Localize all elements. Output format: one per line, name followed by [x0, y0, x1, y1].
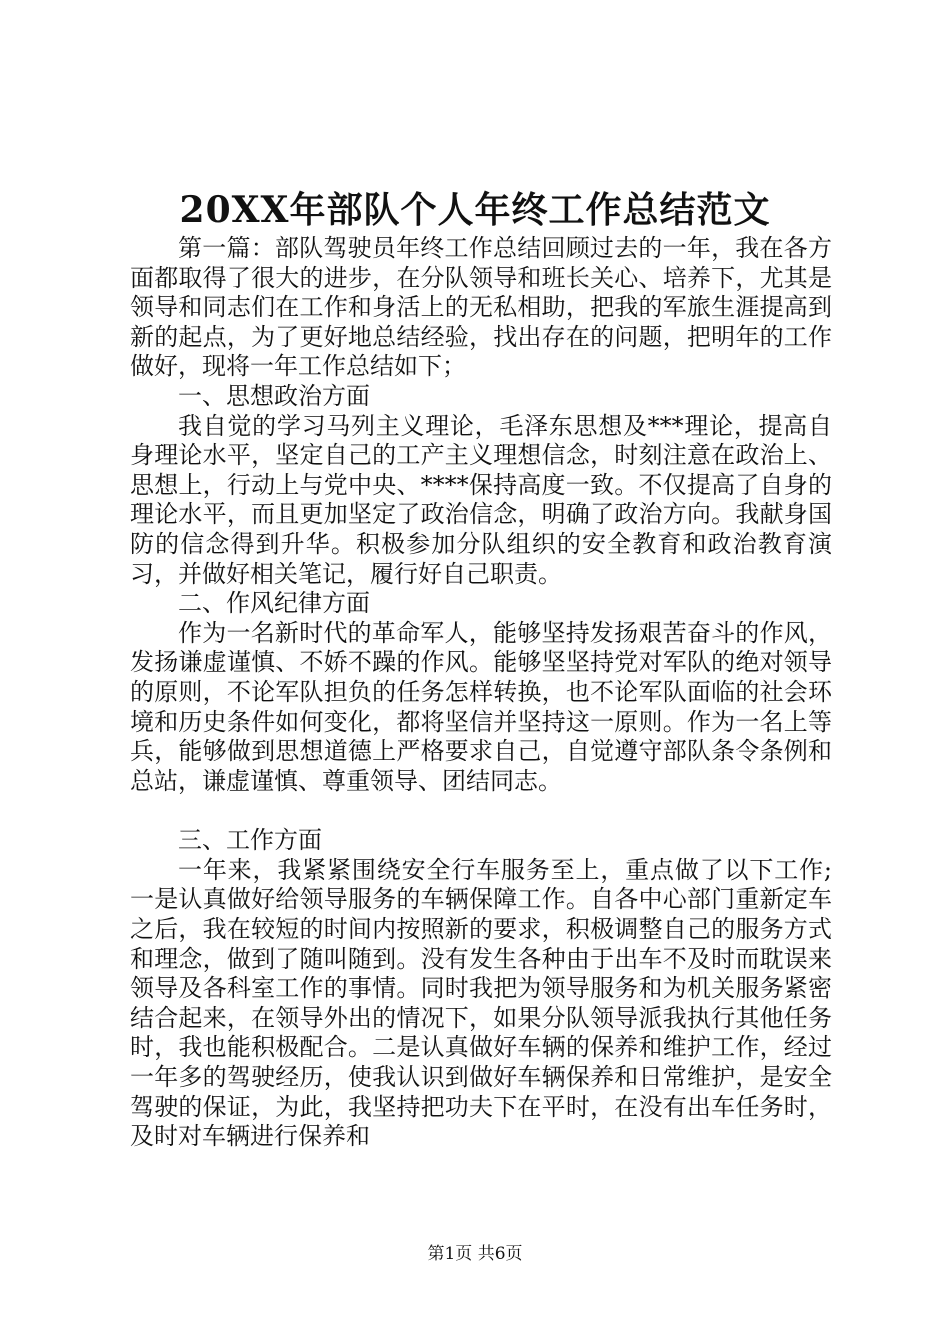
- section-heading-work: 三、工作方面: [178, 826, 322, 855]
- paragraph-discipline: 作为一名新时代的革命军人，能够坚持发扬艰苦奋斗的作风，发扬谦虚谨慎、不娇不躁的作风。能够坚坚持党对军队的绝对领导的原则，不论军队担负的任务怎样转换，也不论军队面临的社会环境和历史条件如何变化，都将坚信并坚持这一原则。作为一名上等兵，能够做到思想道德上严格要求自己，自觉遵守部队条令条例和总站，谦虚谨慎、尊重领导、团结同志。: [130, 618, 832, 795]
- paragraph-politics: 我自觉的学习马列主义理论，毛泽东思想及***理论，提高自身理论水平，坚定自己的工产主义理想信念，时刻注意在政治上、思想上，行动上与党中央、****保持高度一致。不仅提高了自身的理论水平，而且更加坚定了政治信念，明确了政治方向。我献身国防的信念得到升华。积极参加分队组织的安全教育和政治教育演习，并做好相关笔记，履行好自己职责。: [130, 411, 832, 588]
- document-body: [130, 234, 832, 1152]
- paragraph-intro: 第一篇：部队驾驶员年终工作总结回顾过去的一年，我在各方面都取得了很大的进步，在分队领导和班长关心、培养下，尤其是领导和同志们在工作和身活上的无私相助，把我的军旅生涯提高到新的起点，为了更好地总结经验，找出存在的问题，把明年的工作做好，现将一年工作总结如下；: [130, 234, 832, 381]
- page-footer: 第1页 共6页: [427, 1244, 523, 1264]
- document-title: 20XX年部队个人年终工作总结范文: [179, 189, 771, 231]
- section-heading-politics: 一、思想政治方面: [178, 381, 370, 410]
- paragraph-gap: [130, 796, 832, 826]
- paragraph-work: 一年来，我紧紧围绕安全行车服务至上，重点做了以下工作;一是认真做好给领导服务的车辆保障工作。自各中心部门重新定车之后，我在较短的时间内按照新的要求，积极调整自己的服务方式和理念，做到了随叫随到。没有发生各种由于出车不及时而耽误来领导及各科室工作的事情。同时我把为领导服务和为机关服务紧密结合起来，在领导外出的情况下，如果分队领导派我执行其他任务时，我也能积极配合。二是认真做好车辆的保养和维护工作，经过一年多的驾驶经历，使我认识到做好车辆保养和日常维护，是安全驾驶的保证，为此，我坚持把功夫下在平时，在没有出车任务时，及时对车辆进行保养和: [130, 855, 832, 1151]
- section-heading-discipline: 二、作风纪律方面: [178, 589, 370, 618]
